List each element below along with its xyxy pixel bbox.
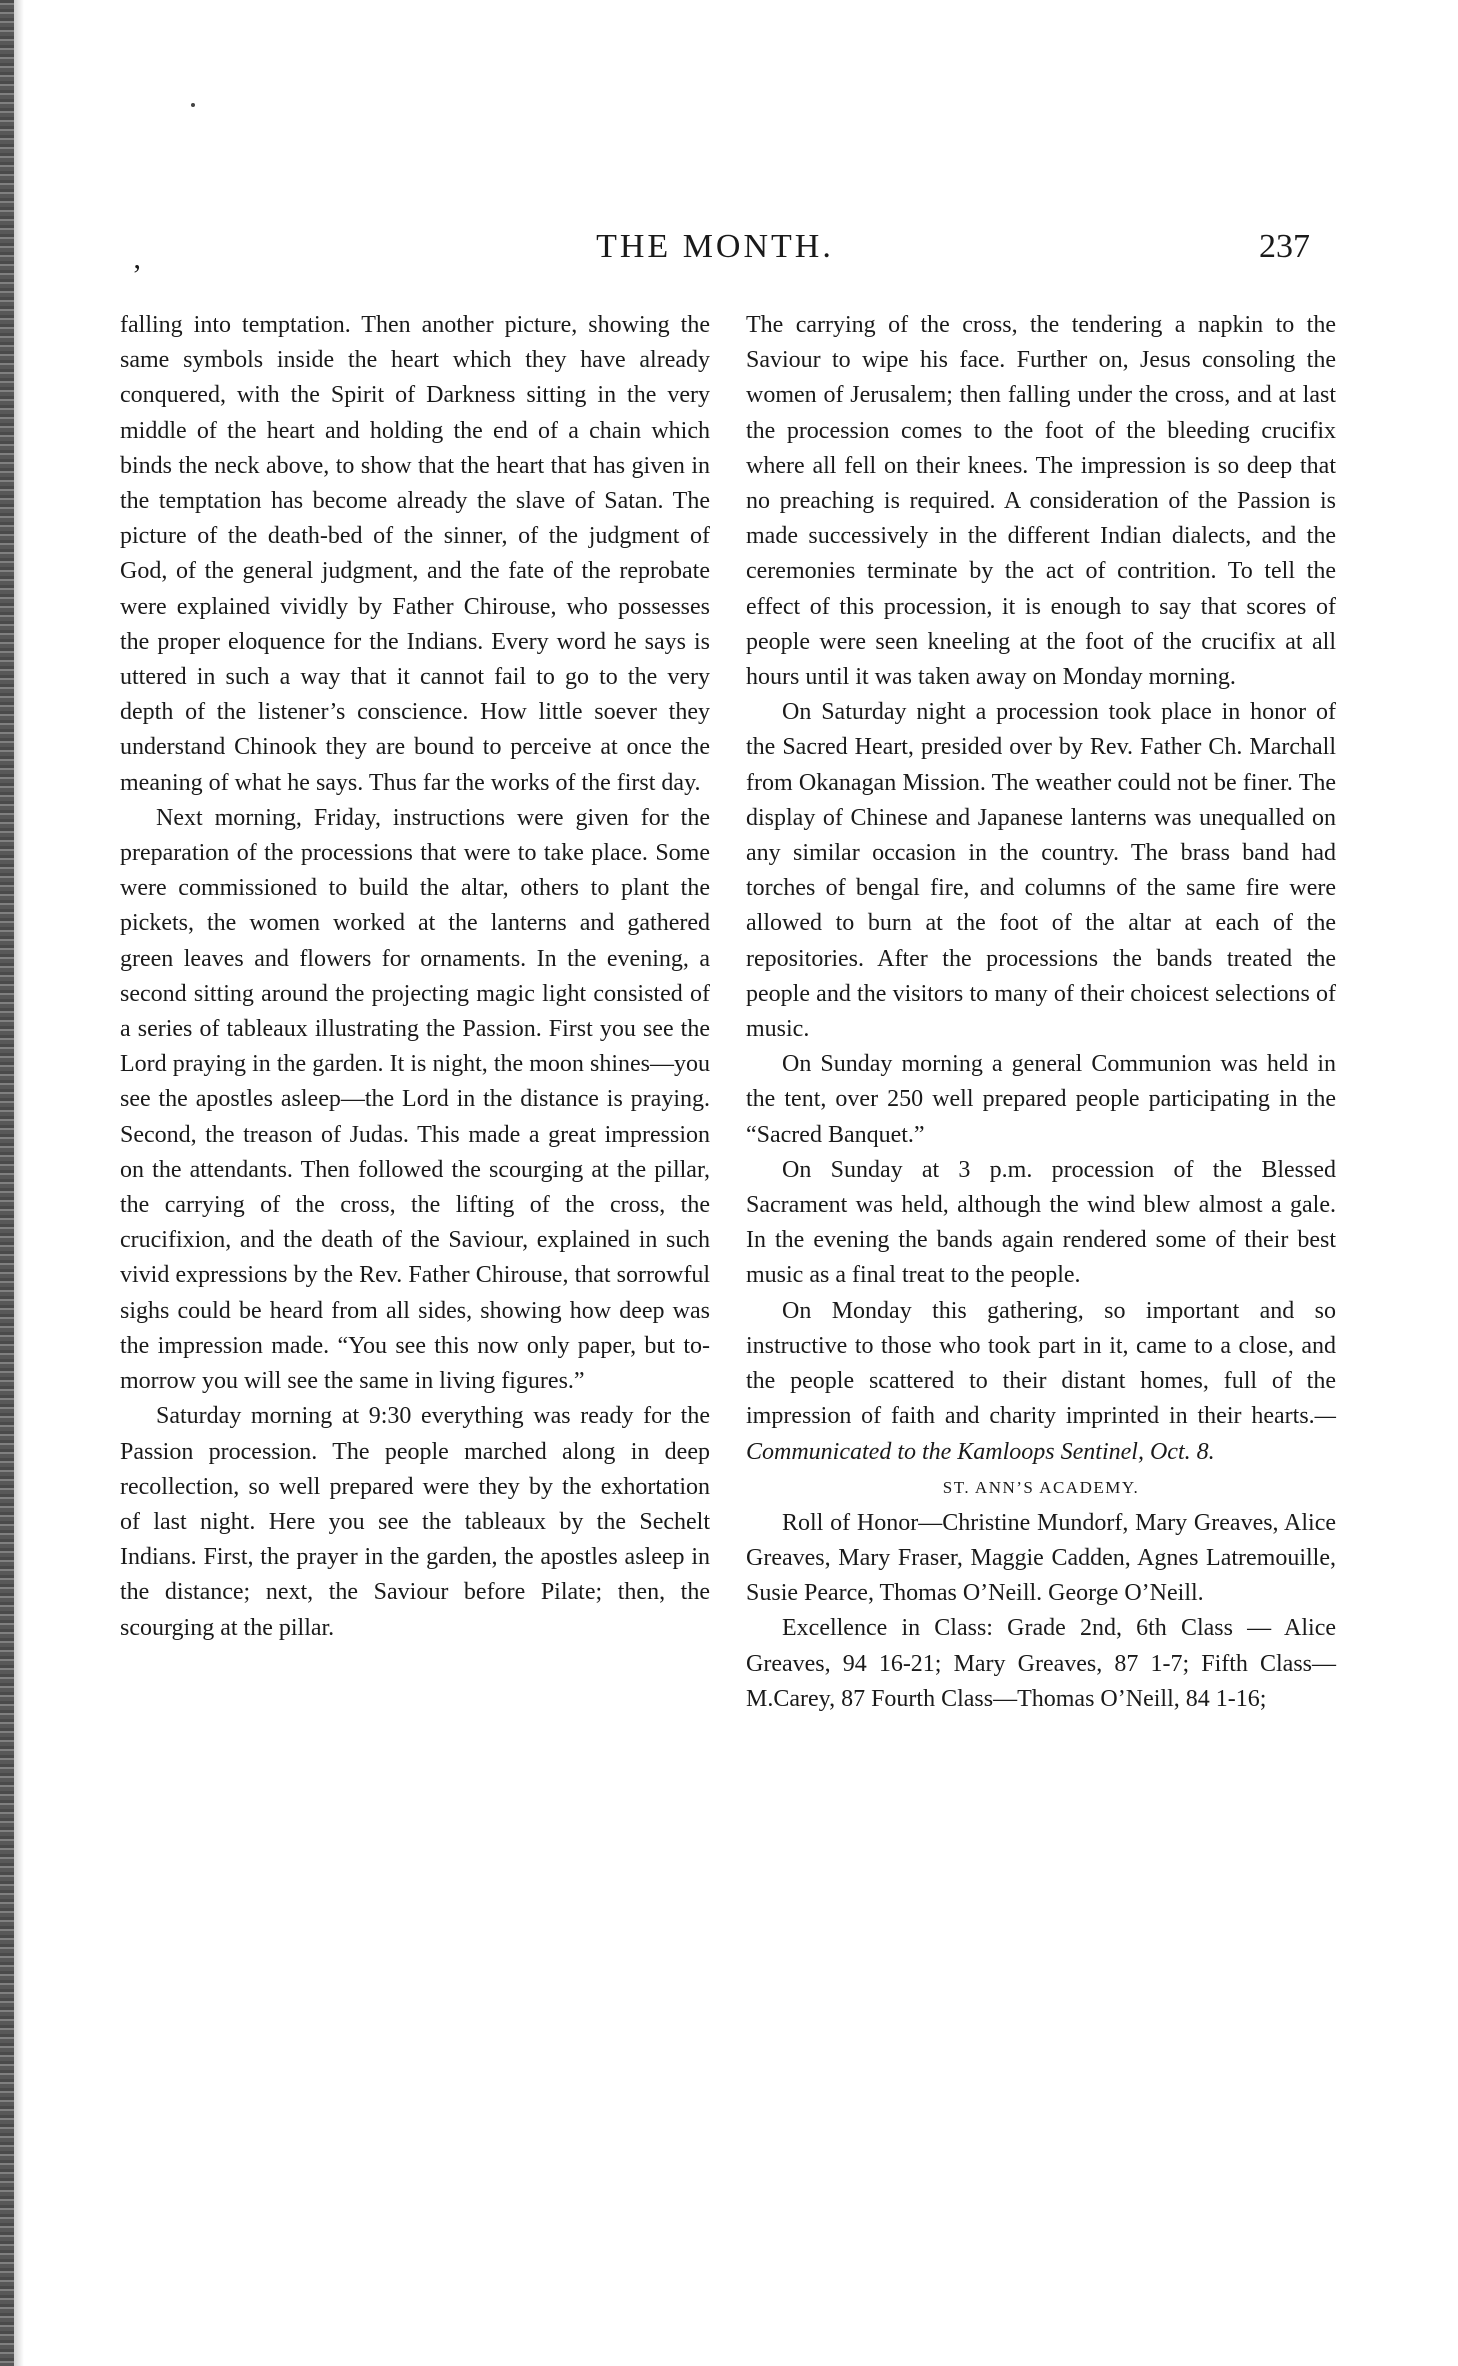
section-heading: ST. ANN’S ACADEMY. — [942, 1477, 1140, 1497]
right-paragraph-5 — [746, 1294, 1336, 1470]
right-paragraph-1: The carrying of the cross, the tendering a napkin to the Saviour to wipe his face. Further on, Jesus consoling the women of Jerusalem; then falling under the cross, and at last the procession comes to the foot of the bleeding crucifix where all fell on their knees. The impression is so deep that no preaching is required. A consideration of the Passion is made successively in the different Indian dialects, and the ceremonies terminate by the act of contrition. To tell the effect of this procession, it is enough to say that scores of people were seen kneeling at the foot of the crucifix at all hours until it was taken away on Monday morning. — [746, 312, 1336, 691]
left-paragraph-2: Next morning, Friday, instructions were given for the preparation of the processions that were to take place. Some were commissioned to build the altar, others to plant the pickets, the women worked at the lanterns and gathered green leaves and flowers for ornaments. In the evening, a second sitting around the projecting magic light consisted of a series of tableaux illustrating the Passion. First you see the Lord praying in the garden. It is night, the moon shines—you see the apostles asleep—the Lord in the distance is praying. Second, the treason of Judas. This made a great impression on the attendants. Then followed the scourging at the pillar, the carrying of the cross, the lifting of the cross, the crucifixion, and the death of the Saviour, explained in such vivid expressions by the Rev. Father Chirouse, that sorrowful sighs could be heard from all sides, showing how deep was the impression made. “You see this now only paper, but to-morrow you will see the same in living figures.” — [120, 804, 710, 1395]
right-paragraph-3: On Sunday morning a general Communion was held in the tent, over 250 well prepared people participating in the “Sacred Banquet.” — [746, 1051, 1336, 1148]
left-paragraph-1: falling into temptation. Then another picture, showing the same symbols inside the heart which they have already conquered, with the Spirit of Darkness sitting in the very middle of the heart and holding the end of a chain which binds the neck above, to show that the heart that has given in the temptation has become already the slave of Satan. The picture of the death-bed of the sinner, of the judgment of God, of the general judgment, and the fate of the reprobate were explained vividly by Father Chirouse, who possesses the proper eloquence for the Indians. Every word he says is uttered in such a way that it cannot fail to go to the very depth of the listener’s conscience. How little soever they understand Chinook they are bound to perceive at once the meaning of what he says. Thus far the works of the first day. — [120, 312, 710, 796]
header-mark: ‚ — [132, 242, 142, 275]
page-number: 237 — [1259, 228, 1310, 265]
page-header — [120, 228, 1310, 278]
left-paragraph-3: Saturday morning at 9:30 everything was ready for the Passion procession. The people marched along in deep recollection, so well prepared were they by the exhortation of last night. Here you see the tableaux by the Sechelt Indians. First, the prayer in the garden, the apostles asleep in the distance; next, the Saviour before Pilate; then, the scourging at the pillar. — [120, 1403, 710, 1641]
speck — [191, 103, 195, 107]
right-column — [746, 308, 1336, 1717]
right-paragraph-2: On Saturday night a procession took place in honor of the Sacred Heart, presided over by Rev. Father Ch. Marchall from Okanagan Mission. The weather could not be finer. The display of Chinese and Japanese lanterns was unequalled on any similar occasion in the country. The brass band had torches of bengal fire, and columns of the same fire were allowed to burn at the foot of the altar at each of the repositories. After the processions the bands treated the people and the visitors to many of their choicest selections of music. — [746, 699, 1336, 1043]
left-column — [120, 308, 710, 1646]
binding-shadow — [14, 0, 24, 2366]
roll-of-honor: Roll of Honor—Christine Mundorf, Mary Greaves, Alice Greaves, Mary Fraser, Maggie Cadden, Agnes Latremouille, Susie Pearce, Thomas O’Neill. George O’Neill. — [746, 1509, 1336, 1607]
excellence-in-class: Excellence in Class: Grade 2nd, 6th Class — Alice Greaves, 94 16-21; Mary Greaves, 87 1-7; Fifth Class—M.Carey, 87 Fourth Class—Thomas O’Neill, 84 1-16; — [746, 1615, 1336, 1712]
closing-text: On Monday this gathering, so important and so instructive to those who took part in it, came to a close, and the people scattered to their distant homes, full of the impression of faith and charity imprinted in their hearts. — [746, 1297, 1336, 1430]
right-paragraph-4: On Sunday at 3 p.m. procession of the Blessed Sacrament was held, although the wind blew almost a gale. In the evening the bands again rendered some of their best music as a final treat to the people. — [746, 1156, 1336, 1289]
source-credit: —Communicated to the Kamloops Sentinel, Oct. 8. — [746, 1403, 1336, 1465]
binding-edge — [0, 0, 14, 2366]
running-head: THE MONTH. — [596, 228, 834, 265]
